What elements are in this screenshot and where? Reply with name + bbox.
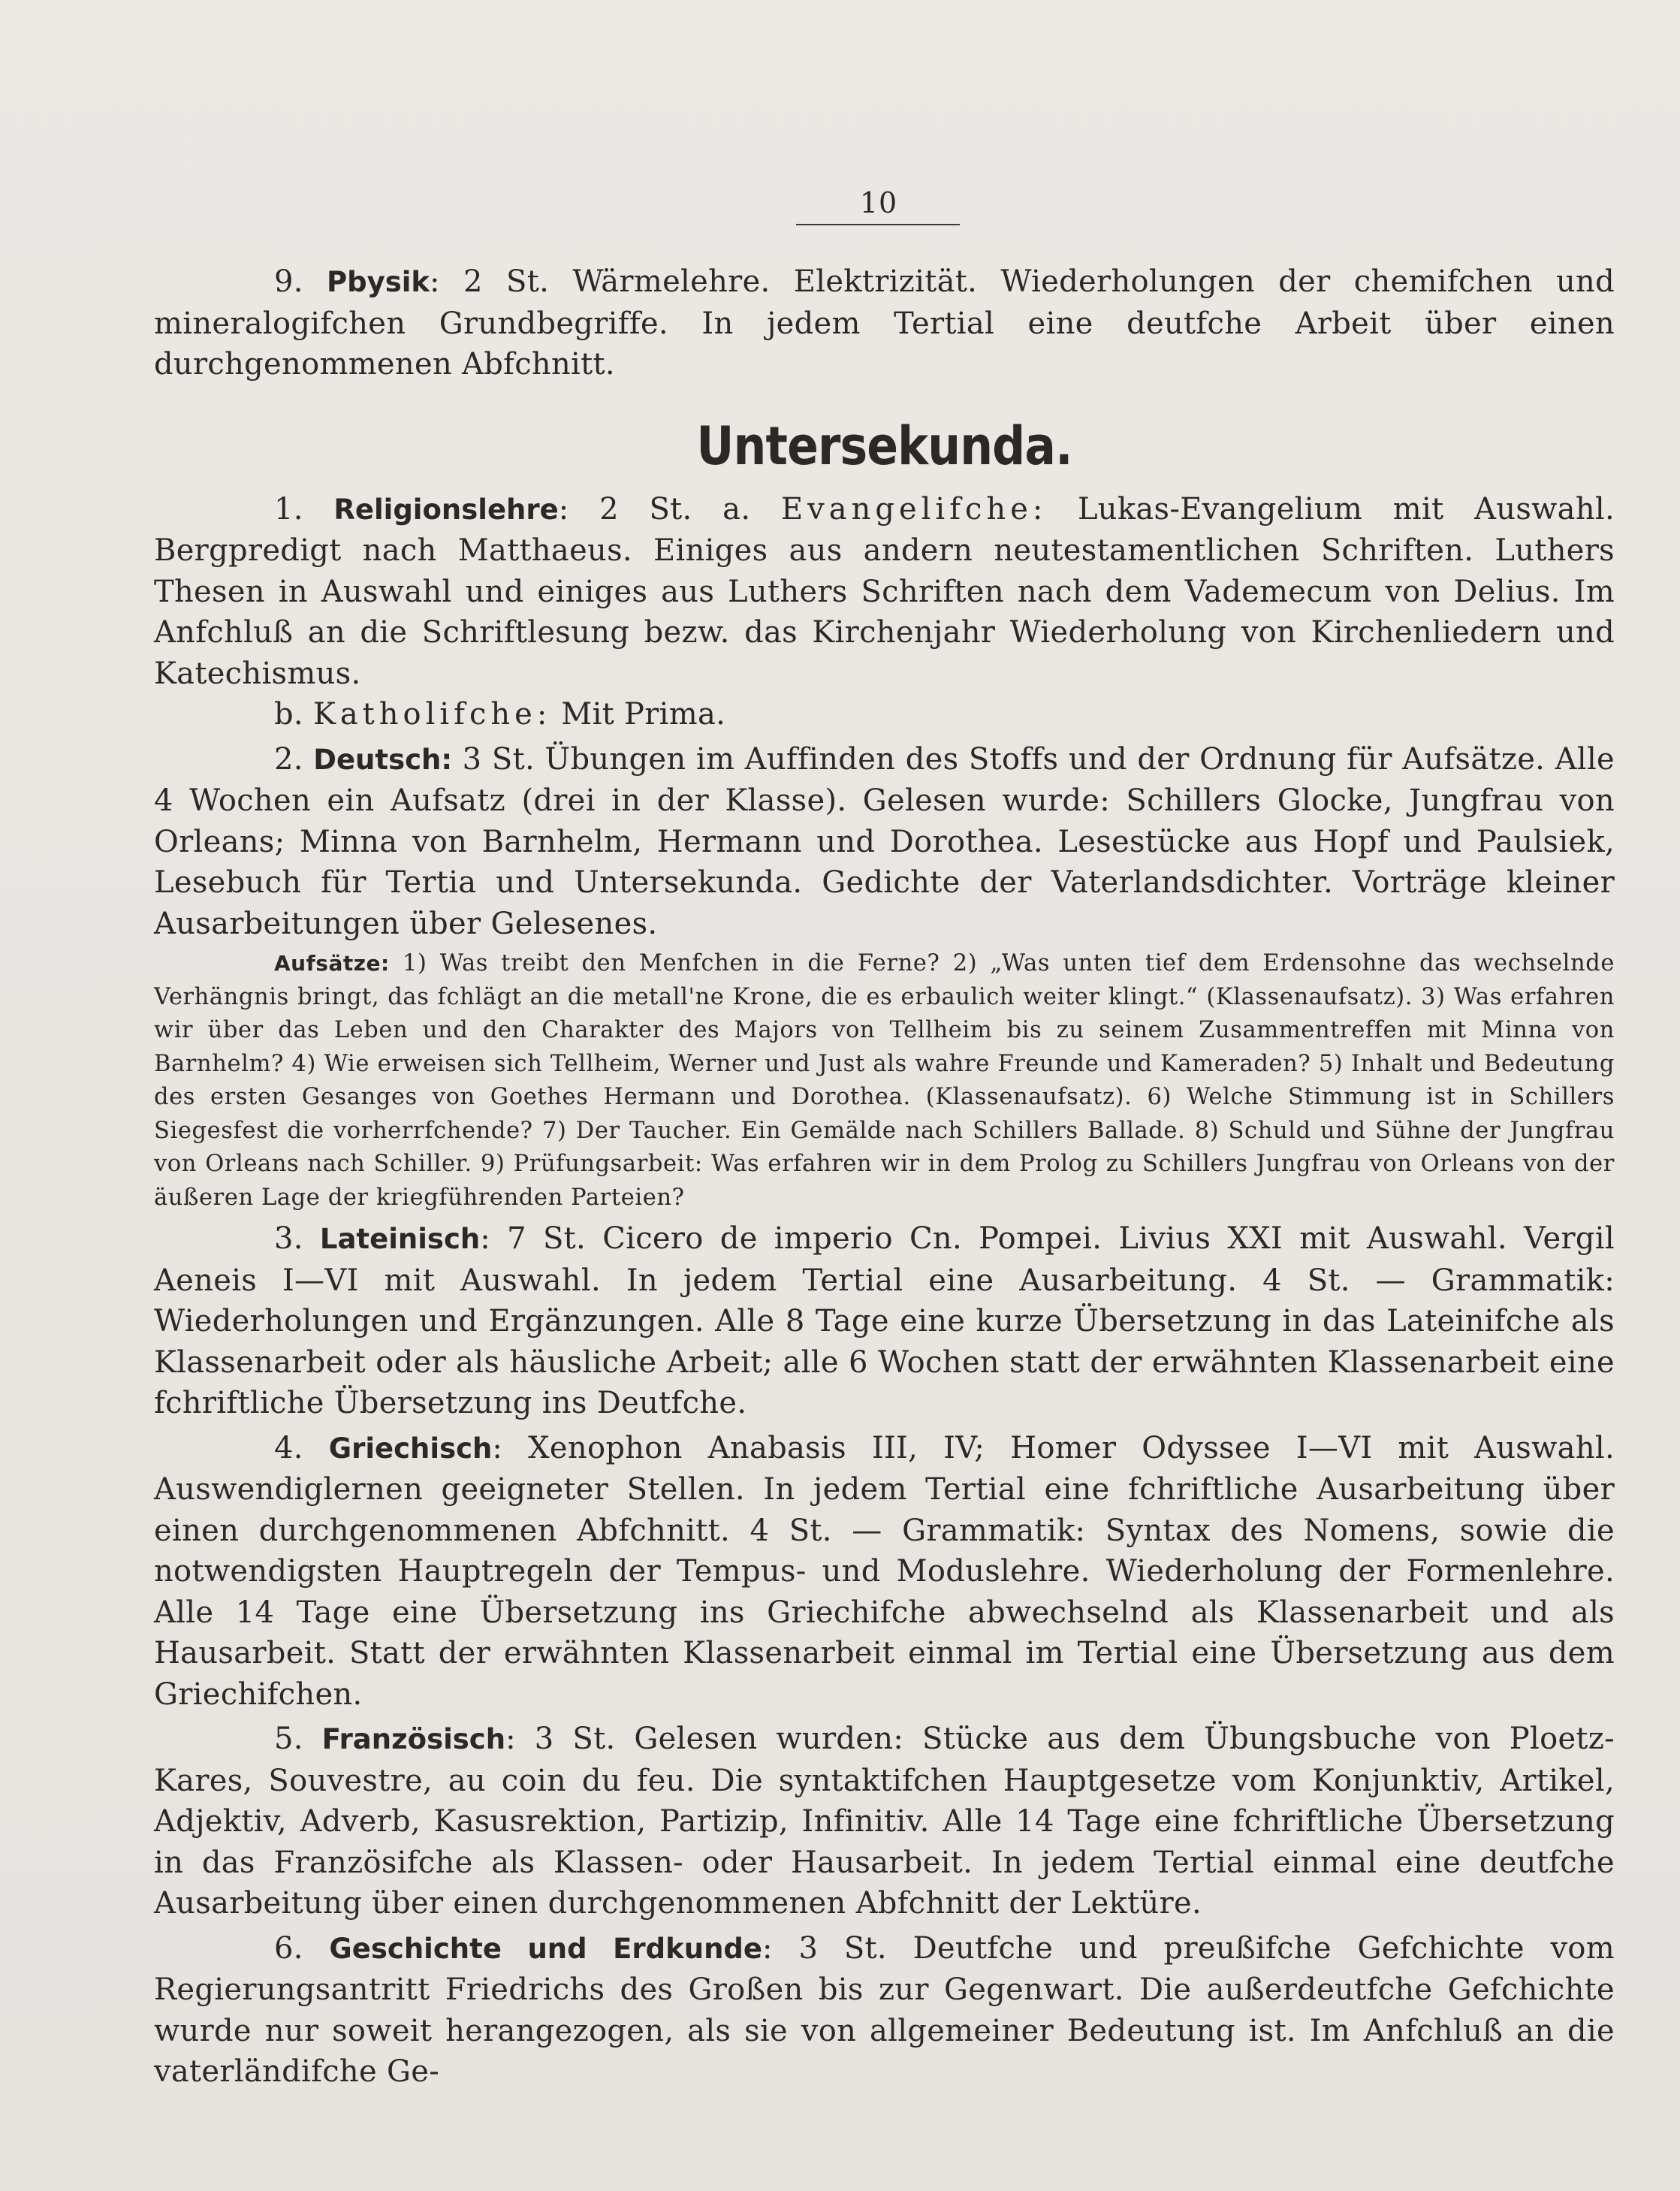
subject-title: Pbysik [327, 266, 430, 298]
paragraph-griechisch [154, 1428, 1615, 1716]
paragraph-text: Mit Prima. [551, 697, 726, 732]
item-number: 1. [274, 491, 303, 527]
subject-title: Lateinisch [319, 1223, 481, 1255]
item-number: 4. [274, 1430, 303, 1465]
subject-title: Französisch [321, 1723, 506, 1755]
item-number: 9. [274, 264, 303, 299]
paragraph-text: : 3 St. Gelesen wurden: Stücke aus dem Übungsbuche von Ploetz-Kares, Souvestre, au coin du feu. Die syntaktifchen Hauptgesetze vom Konjunktiv, Artikel, Adjektiv, Adverb, Kasusrektion, Partizip, Infinitiv. Alle 14 Tage eine fchriftliche Übersetzung in das Französifche als Klassen- oder Hausarbeit. In jedem Tertial einmal eine deutfche Ausarbeitung über einen durchgenommenen Abfchnitt der Lektüre. [154, 1722, 1615, 1921]
subject-title: Religionslehre [333, 493, 559, 526]
paragraph-text: : Xenophon Anabasis III, IV; Homer Odyssee I—VI mit Auswahl. Auswendiglernen geeigneter Stellen. In jedem Tertial eine fchriftliche Ausarbeitung über einen durchgenommenen Abfchnitt. 4 St. — Grammatik: Syntax des Nomens, sowie die notwendigsten Hauptregeln der Tempus- und Moduslehre. Wiederholung der Formenlehre. Alle 14 Tage eine Übersetzung ins Griechifche abwechselnd als Klassenarbeit und als Hausarbeit. Statt der erwähnten Klassenarbeit einmal im Tertial eine Übersetzung aus dem Griechifchen. [154, 1430, 1615, 1712]
spaced-label: Katholifche: [312, 697, 552, 732]
page-content [154, 261, 1615, 2093]
paragraph-latein [154, 1218, 1615, 1424]
item-number: 6. [274, 1930, 303, 1966]
paragraph-physik [154, 261, 1615, 385]
page-number-rule [796, 224, 960, 225]
paragraph-text: b. [274, 697, 313, 732]
paragraph-text: : 2 St. a. [558, 491, 781, 527]
paragraph-religion [154, 489, 1615, 695]
subject-title: Griechisch [328, 1432, 493, 1465]
paragraph-geschichte [154, 1928, 1615, 2093]
paragraph-text: : 2 St. Wärmelehre. Elektrizität. Wiederholungen der chemifchen und mineralogifchen Grundbegriffe. In jedem Tertial eine deutfche Arbeit über einen durchgenommenen Abfchnitt. [154, 264, 1615, 382]
spaced-label: Evangelifche: [780, 491, 1048, 527]
section-heading: Untersekunda. [696, 415, 1072, 477]
paragraph-religion-b [154, 694, 1615, 735]
subject-title: Geschichte und Erdkunde [329, 1932, 763, 1965]
item-number: 2. [274, 741, 303, 777]
paragraph-text: Lukas-Evangelium mit Auswahl. Bergpredigt nach Matthaeus. Einiges aus andern neutestamentlichen Schriften. Luthers Thesen in Auswahl und einiges aus Luthers Schriften nach dem Vademecum von Delius. Im Anfchluß an die Schriftlesung bezw. das Kirchenjahr Wiederholung von Kirchenliedern und Katechismus. [154, 491, 1615, 691]
paragraph-aufsaetze [154, 947, 1615, 1215]
paragraph-franzoesisch [154, 1719, 1615, 1924]
paragraph-text: 3 St. Übungen im Auffinden des Stoffs und der Ordnung für Aufsätze. Alle 4 Wochen ein Aufsatz (drei in der Klasse). Gelesen wurde: Schillers Glocke, Jungfrau von Orleans; Minna von Barnhelm, Hermann und Dorothea. Lesestücke aus Hopf und Paulsiek, Lesebuch für Tertia und Untersekunda. Gedichte der Vaterlandsdichter. Vorträge kleiner Ausarbeitungen über Gelesenes. [154, 741, 1615, 941]
page-number: 10 [859, 186, 898, 219]
paragraph-text: 1) Was treibt den Menfchen in die Ferne? 2) „Was unten tief dem Erdensohne das wechselnde Verhängnis bringt, das fchlägt an die metall'ne Krone, die es erbaulich weiter klingt.“ (Klassenaufsatz). 3) Was erfahren wir über das Leben und den Charakter des Majors von Tellheim bis zu seinem Zusammentreffen mit Minna von Barnhelm? 4) Wie erweisen sich Tellheim, Werner und Just als wahre Freunde und Kameraden? 5) Inhalt und Bedeutung des ersten Gesanges von Goethes Hermann und Dorothea. (Klassenaufsatz). 6) Welche Stimmung ist in Schillers Siegesfest die vorherrfchende? 7) Der Taucher. Ein Gemälde nach Schillers Ballade. 8) Schuld und Sühne der Jungfrau von Orleans nach Schiller. 9) Prüfungsarbeit: Was erfahren wir in dem Prolog zu Schillers Jungfrau von Orleans von der äußeren Lage der kriegführenden Parteien? [154, 950, 1615, 1211]
item-number: 5. [274, 1722, 303, 1756]
paragraph-deutsch [154, 739, 1615, 945]
item-number: 3. [274, 1221, 303, 1256]
paragraph-text: : 3 St. Deutfche und preußifche Gefchichte vom Regierungsantritt Friedrichs des Großen bis zur Gegenwart. Die außerdeutfche Gefchichte wurde nur soweit herangezogen, als sie von allgemeiner Bedeutung ist. Im Anfchluß an die vaterländifche Ge- [154, 1930, 1615, 2089]
subject-title: Deutsch: [313, 743, 453, 776]
aufsaetze-label: Aufsätze: [274, 951, 390, 976]
paragraph-text: : 7 St. Cicero de imperio Cn. Pompei. Livius XXI mit Auswahl. Vergil Aeneis I—VI mit Auswahl. In jedem Tertial eine Ausarbeitung. 4 St. — Grammatik: Wiederholungen und Ergänzungen. Alle 8 Tage eine kurze Übersetzung in das Lateinifche als Klassenarbeit oder als häusliche Arbeit; alle 6 Wochen statt der erwähnten Klassenarbeit eine fchriftliche Übersetzung ins Deutfche. [154, 1221, 1615, 1420]
